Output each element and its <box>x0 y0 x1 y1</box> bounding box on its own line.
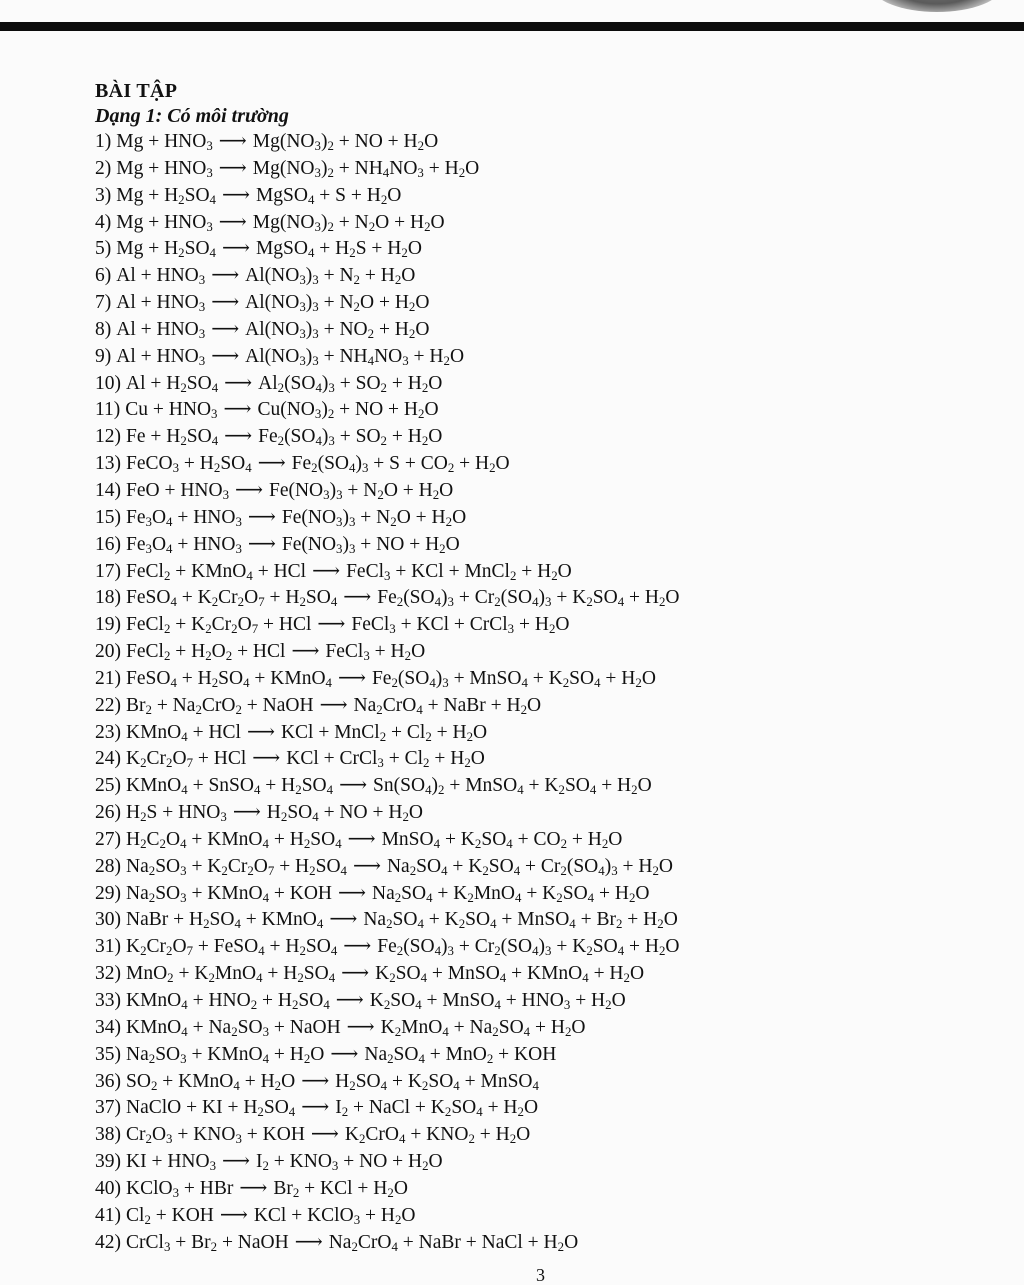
equation-number: 5) <box>95 238 112 260</box>
equation-reactants: $Mg + HNO_3$ <box>116 131 213 154</box>
reaction-arrow-icon: ⟶ <box>232 802 261 824</box>
equation-products: FeCl$_3$ + $H_2O$ <box>325 641 426 664</box>
reaction-arrow-icon: ⟶ <box>346 1016 375 1038</box>
equation-products: $K_2CrO_4 + KNO_2 + H_2O$ <box>344 1124 531 1147</box>
equation-item <box>95 210 1005 237</box>
equation-products: $Al(NO_3)_3 + N_2 + H_2O$ <box>245 265 416 288</box>
equation-item <box>95 1203 1005 1230</box>
header-rule <box>0 22 1024 31</box>
equation-reactants: KMnO$_4$ + $Na_2SO_3$ + NaOH <box>126 1016 341 1040</box>
equation-item <box>95 1230 1005 1257</box>
equation-item <box>95 1069 1005 1096</box>
equation-number: 24) <box>95 748 121 770</box>
reaction-arrow-icon: ⟶ <box>222 1151 250 1173</box>
equation-reactants: $K_2Cr_2O_7$ + HCl <box>126 748 247 771</box>
equation-number: 1) <box>95 131 112 152</box>
equation-item <box>95 746 1005 773</box>
reaction-arrow-icon: ⟶ <box>239 1177 268 1199</box>
equation-products: $Na_2SO_4 + MnO_2$ + KOH <box>364 1043 557 1066</box>
equation-number: 2) <box>95 157 112 179</box>
equation-reactants: FeCl$_2$ + $H_2O_2$ + HCl <box>126 641 286 664</box>
equation-number: 7) <box>95 292 112 314</box>
page-title: BÀI TẬP <box>95 80 178 102</box>
equation-item <box>95 344 1005 371</box>
equation-reactants: NaBr + $H_2SO_4$ + KMnO$_4$ <box>126 909 324 932</box>
equation-item <box>95 183 1005 210</box>
equation-item <box>95 907 1005 934</box>
equation-reactants: KMnO$_4$ + $HNO_2 + H_2SO_4$ <box>126 990 330 1013</box>
equation-item <box>95 451 1005 478</box>
equation-products: $Al(NO_3)_3 + NH_4NO_3 + H_2O$ <box>245 345 465 368</box>
equation-item <box>95 371 1005 398</box>
equation-number: 19) <box>95 614 121 636</box>
equation-item <box>95 1176 1005 1203</box>
equation-item <box>95 1122 1005 1149</box>
equation-item <box>95 1149 1005 1176</box>
section-subtitle: Dạng 1: Có môi trường <box>95 105 289 127</box>
reaction-arrow-icon: ⟶ <box>218 211 247 233</box>
equation-number: 15) <box>95 506 121 528</box>
equation-number: 25) <box>95 775 121 797</box>
equation-reactants: $K_2Cr_2O_7$ + FeSO$_4$ + $H_2SO_4$ <box>126 936 338 959</box>
equation-number: 17) <box>95 560 121 582</box>
equation-products: $Mg(NO_3)_2 + N_2O + H_2O$ <box>252 211 445 234</box>
equation-number: 31) <box>95 936 121 958</box>
equation-reactants: $Mg + H_2SO_4$ <box>116 238 216 261</box>
reaction-arrow-icon: ⟶ <box>319 694 348 716</box>
equation-number: 29) <box>95 882 121 904</box>
equation-number: 9) <box>95 345 112 367</box>
reaction-arrow-icon: ⟶ <box>211 318 240 340</box>
equation-number: 6) <box>95 265 112 287</box>
equation-products: $K_2SO_4$ + MnSO$_4$ + $HNO_3 + H_2O$ <box>369 990 626 1013</box>
reaction-arrow-icon: ⟶ <box>294 1231 323 1253</box>
equation-number: 39) <box>95 1151 121 1173</box>
equation-list <box>95 129 1005 1256</box>
equation-number: 8) <box>95 318 112 340</box>
reaction-arrow-icon: ⟶ <box>301 1070 330 1092</box>
equation-item <box>95 639 1005 666</box>
reaction-arrow-icon: ⟶ <box>246 721 275 743</box>
equation-products: $Fe(NO_3)_3 + N_2O + H_2O$ <box>281 506 467 530</box>
equation-item <box>95 881 1005 908</box>
reaction-arrow-icon: ⟶ <box>211 345 240 367</box>
reaction-arrow-icon: ⟶ <box>341 963 370 985</box>
equation-number: 18) <box>95 587 121 609</box>
reaction-arrow-icon: ⟶ <box>218 131 247 152</box>
equation-item <box>95 559 1005 586</box>
equation-reactants: $Fe + H_2SO_4$ <box>126 426 219 449</box>
equation-reactants: $Cl_2$ + KOH <box>126 1204 214 1227</box>
reaction-arrow-icon: ⟶ <box>352 855 381 877</box>
equation-number: 30) <box>95 909 121 931</box>
equation-reactants: $Na_2SO_3$ + KMnO$_4$ + $H_2O$ <box>126 1043 325 1066</box>
equation-reactants: FeCl$_2$ + $K_2Cr_2O_7$ + HCl <box>126 614 312 637</box>
equation-reactants: KMnO$_4$ + SnSO$_4$ + $H_2SO_4$ <box>126 775 334 798</box>
equation-number: 23) <box>95 721 121 743</box>
equation-item <box>95 236 1005 263</box>
equation-reactants: $Mg + H_2SO_4$ <box>116 184 216 207</box>
reaction-arrow-icon: ⟶ <box>223 399 252 421</box>
equation-products: MnSO$_4$ + $K_2SO_4 + CO_2 + H_2O$ <box>381 828 623 852</box>
equation-number: 26) <box>95 802 121 824</box>
equation-reactants: FeCl$_2$ + KMnO$_4$ + HCl <box>126 560 307 583</box>
equation-reactants: $Cr_2O_3 + KNO_3$ + KOH <box>126 1124 305 1147</box>
equation-number: 11) <box>95 399 121 421</box>
equation-item <box>95 585 1005 612</box>
corner-image-fragment <box>872 0 1002 12</box>
equation-products: FeCl$_3$ + KCl + CrCl$_3$ + $H_2O$ <box>351 614 570 637</box>
equation-reactants: $Mg + HNO_3$ <box>116 157 213 181</box>
equation-number: 32) <box>95 963 121 985</box>
equation-products: $Al(NO_3)_3 + NO_2 + H_2O$ <box>245 318 430 342</box>
equation-item <box>95 827 1005 854</box>
reaction-arrow-icon: ⟶ <box>211 265 240 287</box>
equation-number: 27) <box>95 828 121 850</box>
equation-reactants: $Cu + HNO_3$ <box>125 399 218 422</box>
equation-number: 35) <box>95 1043 121 1065</box>
equation-number: 20) <box>95 641 121 663</box>
reaction-arrow-icon: ⟶ <box>247 533 276 555</box>
equation-item <box>95 666 1005 693</box>
equation-number: 41) <box>95 1204 121 1226</box>
equation-number: 3) <box>95 184 112 206</box>
equation-products: $Na_2SO_4 + K_2MnO_4 + K_2SO_4 + H_2O$ <box>371 882 650 905</box>
equation-item <box>95 693 1005 720</box>
reaction-arrow-icon: ⟶ <box>310 1124 339 1146</box>
equation-products: FeCl$_3$ + KCl + MnCl$_2$ + $H_2O$ <box>346 560 572 583</box>
equation-number: 37) <box>95 1097 121 1119</box>
equation-reactants: $MnO_2 + K_2MnO_4 + H_2SO_4$ <box>126 963 336 986</box>
reaction-arrow-icon: ⟶ <box>343 936 372 958</box>
reaction-arrow-icon: ⟶ <box>337 667 366 689</box>
equation-reactants: $Al + HNO_3$ <box>116 345 206 368</box>
equation-products: $Mg(NO_3)_2 + NH_4NO_3 + H_2O$ <box>252 157 480 181</box>
equation-number: 36) <box>95 1070 121 1092</box>
equation-number: 34) <box>95 1016 121 1038</box>
equation-number: 22) <box>95 694 121 716</box>
equation-products: $Sn(SO_4)_2$ + MnSO$_4$ + $K_2SO_4 + H_2O$ <box>373 775 652 798</box>
equation-products: $Fe(NO_3)_3$ + NO + $H_2O$ <box>281 533 460 556</box>
equation-reactants: FeSO$_4$ + $K_2Cr_2O_7 + H_2SO_4$ <box>126 587 338 610</box>
equation-reactants: KI + $HNO_3$ <box>126 1151 217 1174</box>
equation-item <box>95 1042 1005 1069</box>
equation-item <box>95 397 1005 424</box>
equation-item <box>95 478 1005 505</box>
equation-products: $Al(NO_3)_3 + N_2O + H_2O$ <box>245 292 430 315</box>
equation-products: $I_2$ + NaCl + $K_2SO_4 + H_2O$ <box>335 1097 539 1120</box>
equation-reactants: FeSO$_4$ + $H_2SO_4$ + KMnO$_4$ <box>126 667 332 691</box>
equation-reactants: CrCl$_3$ + $Br_2$ + NaOH <box>126 1231 289 1254</box>
reaction-arrow-icon: ⟶ <box>301 1097 330 1119</box>
equation-item <box>95 156 1005 183</box>
equation-item <box>95 612 1005 639</box>
equation-products: $K_2MnO_4 + Na_2SO_4 + H_2O$ <box>380 1016 586 1040</box>
reaction-arrow-icon: ⟶ <box>330 1043 359 1065</box>
equation-products: $Fe_2(SO_4)_3 + Cr_2(SO_4)_3 + K_2SO_4 + H_2O$ <box>377 936 680 959</box>
equation-products: MgSO$_4$ + $H_2S + H_2O$ <box>255 238 422 261</box>
reaction-arrow-icon: ⟶ <box>312 560 341 582</box>
reaction-arrow-icon: ⟶ <box>343 587 372 609</box>
equation-item <box>95 800 1005 827</box>
equation-reactants: $Al + HNO_3$ <box>116 318 206 342</box>
equation-item <box>95 961 1005 988</box>
equation-number: 38) <box>95 1124 121 1146</box>
equation-reactants: NaClO + KI + $H_2SO_4$ <box>126 1097 296 1120</box>
reaction-arrow-icon: ⟶ <box>219 1204 248 1226</box>
equation-products: $I_2 + KNO_3$ + NO + $H_2O$ <box>255 1151 443 1174</box>
reaction-arrow-icon: ⟶ <box>329 909 358 931</box>
reaction-arrow-icon: ⟶ <box>347 828 376 850</box>
equation-item <box>95 934 1005 961</box>
equation-products: $Br_2$ + KCl + $H_2O$ <box>273 1177 408 1201</box>
equation-item <box>95 129 1005 156</box>
equation-products: $Fe_2(SO_4)_3$ + MnSO$_4$ + $K_2SO_4 + H_2O$ <box>371 667 656 691</box>
reaction-arrow-icon: ⟶ <box>317 614 346 636</box>
equation-item <box>95 1015 1005 1042</box>
reaction-arrow-icon: ⟶ <box>247 506 276 528</box>
equation-number: 21) <box>95 667 121 689</box>
equation-products: $Na_2SO_4 + K_2SO_4$ + MnSO$_4$ + $Br_2 + H_2O$ <box>363 909 678 932</box>
equation-products: MgSO$_4$ + $S + H_2O$ <box>255 184 402 207</box>
equation-products: $Mg(NO_3)_2$ + NO + $H_2O$ <box>252 131 439 154</box>
equation-item <box>95 988 1005 1015</box>
equation-products: $Cu(NO_3)_2$ + NO + $H_2O$ <box>257 399 439 422</box>
equation-reactants: KMnO$_4$ + HCl <box>126 721 241 744</box>
equation-item <box>95 317 1005 344</box>
equation-number: 10) <box>95 372 121 394</box>
equation-products: $Fe_2(SO_4)_3 + SO_2 + H_2O$ <box>258 426 443 449</box>
equation-number: 16) <box>95 533 121 555</box>
equation-products: $Na_2CrO_4$ + NaBr + $H_2O$ <box>353 694 542 717</box>
equation-number: 40) <box>95 1177 121 1199</box>
equation-products: $Na_2CrO_4$ + NaBr + NaCl + $H_2O$ <box>328 1231 579 1254</box>
reaction-arrow-icon: ⟶ <box>252 748 281 770</box>
reaction-arrow-icon: ⟶ <box>235 479 263 501</box>
equation-number: 4) <box>95 211 112 233</box>
equation-item <box>95 720 1005 747</box>
equation-products: KCl + KClO$_3$ + $H_2O$ <box>253 1204 416 1227</box>
equation-reactants: FeO + $HNO_3$ <box>126 479 230 503</box>
equation-reactants: $Al + HNO_3$ <box>116 265 206 288</box>
equation-products: $Fe(NO_3)_3 + N_2O + H_2O$ <box>268 479 454 503</box>
equation-reactants: $Na_2SO_3 + K_2Cr_2O_7 + H_2SO_4$ <box>126 855 347 878</box>
equation-reactants: FeCO$_3$ + $H_2SO_4$ <box>126 453 252 476</box>
equation-reactants: KClO$_3$ + HBr <box>126 1177 234 1201</box>
equation-products: KCl + CrCl$_3$ + $Cl_2 + H_2O$ <box>286 748 485 771</box>
page-number: 3 <box>536 1265 545 1285</box>
equation-number: 14) <box>95 479 121 501</box>
equation-item <box>95 290 1005 317</box>
equation-products: $H_2SO_4 + K_2SO_4$ + MnSO$_4$ <box>335 1070 539 1093</box>
equation-item <box>95 424 1005 451</box>
reaction-arrow-icon: ⟶ <box>257 453 286 475</box>
equation-number: 12) <box>95 426 121 448</box>
equation-number: 28) <box>95 855 121 877</box>
reaction-arrow-icon: ⟶ <box>211 292 240 314</box>
reaction-arrow-icon: ⟶ <box>221 184 250 206</box>
equation-products: $Na_2SO_4 + K_2SO_4 + Cr_2(SO_4)_3 + H_2O$ <box>386 855 674 878</box>
equation-reactants: $Al + HNO_3$ <box>116 292 206 315</box>
equation-reactants: $H_2C_2O_4$ + KMnO$_4$ + $H_2SO_4$ <box>126 828 342 852</box>
equation-products: $H_2SO_4$ + NO + $H_2O$ <box>266 802 423 825</box>
equation-products: $Al_2(SO_4)_3 + SO_2 + H_2O$ <box>258 372 443 395</box>
reaction-arrow-icon: ⟶ <box>335 990 364 1011</box>
equation-reactants: $Fe_3O_4 + HNO_3$ <box>126 506 242 530</box>
equation-number: 42) <box>95 1231 121 1253</box>
equation-item <box>95 263 1005 290</box>
equation-reactants: $SO_2$ + KMnO$_4$ + $H_2O$ <box>126 1070 296 1093</box>
equation-reactants: $Na_2SO_3$ + KMnO$_4$ + KOH <box>126 882 333 905</box>
equation-reactants: $Fe_3O_4 + HNO_3$ <box>126 533 242 556</box>
reaction-arrow-icon: ⟶ <box>221 238 250 260</box>
equation-item <box>95 773 1005 800</box>
equation-reactants: $Al + H_2SO_4$ <box>126 372 219 395</box>
reaction-arrow-icon: ⟶ <box>338 882 366 904</box>
equation-products: $Fe_2(SO_4)_3 + S + CO_2 + H_2O$ <box>291 453 510 476</box>
reaction-arrow-icon: ⟶ <box>224 372 253 394</box>
exercise-sheet <box>95 79 1005 1256</box>
reaction-arrow-icon: ⟶ <box>339 775 368 797</box>
equation-item <box>95 1095 1005 1122</box>
equation-products: KCl + MnCl$_2$ + $Cl_2 + H_2O$ <box>280 721 488 744</box>
equation-reactants: $H_2S + HNO_3$ <box>126 802 227 825</box>
equation-reactants: $Mg + HNO_3$ <box>116 211 213 234</box>
reaction-arrow-icon: ⟶ <box>291 641 320 663</box>
equation-item <box>95 532 1005 559</box>
equation-reactants: $Br_2 + Na_2CrO_2$ + NaOH <box>126 694 314 717</box>
equation-number: 13) <box>95 453 121 475</box>
equation-item <box>95 505 1005 532</box>
reaction-arrow-icon: ⟶ <box>218 157 247 179</box>
equation-number: 33) <box>95 990 121 1011</box>
equation-item <box>95 854 1005 881</box>
equation-products: $K_2SO_4$ + MnSO$_4$ + KMnO$_4$ + $H_2O$ <box>375 963 645 986</box>
reaction-arrow-icon: ⟶ <box>224 426 253 448</box>
equation-products: $Fe_2(SO_4)_3 + Cr_2(SO_4)_3 + K_2SO_4 + H_2O$ <box>377 587 680 610</box>
